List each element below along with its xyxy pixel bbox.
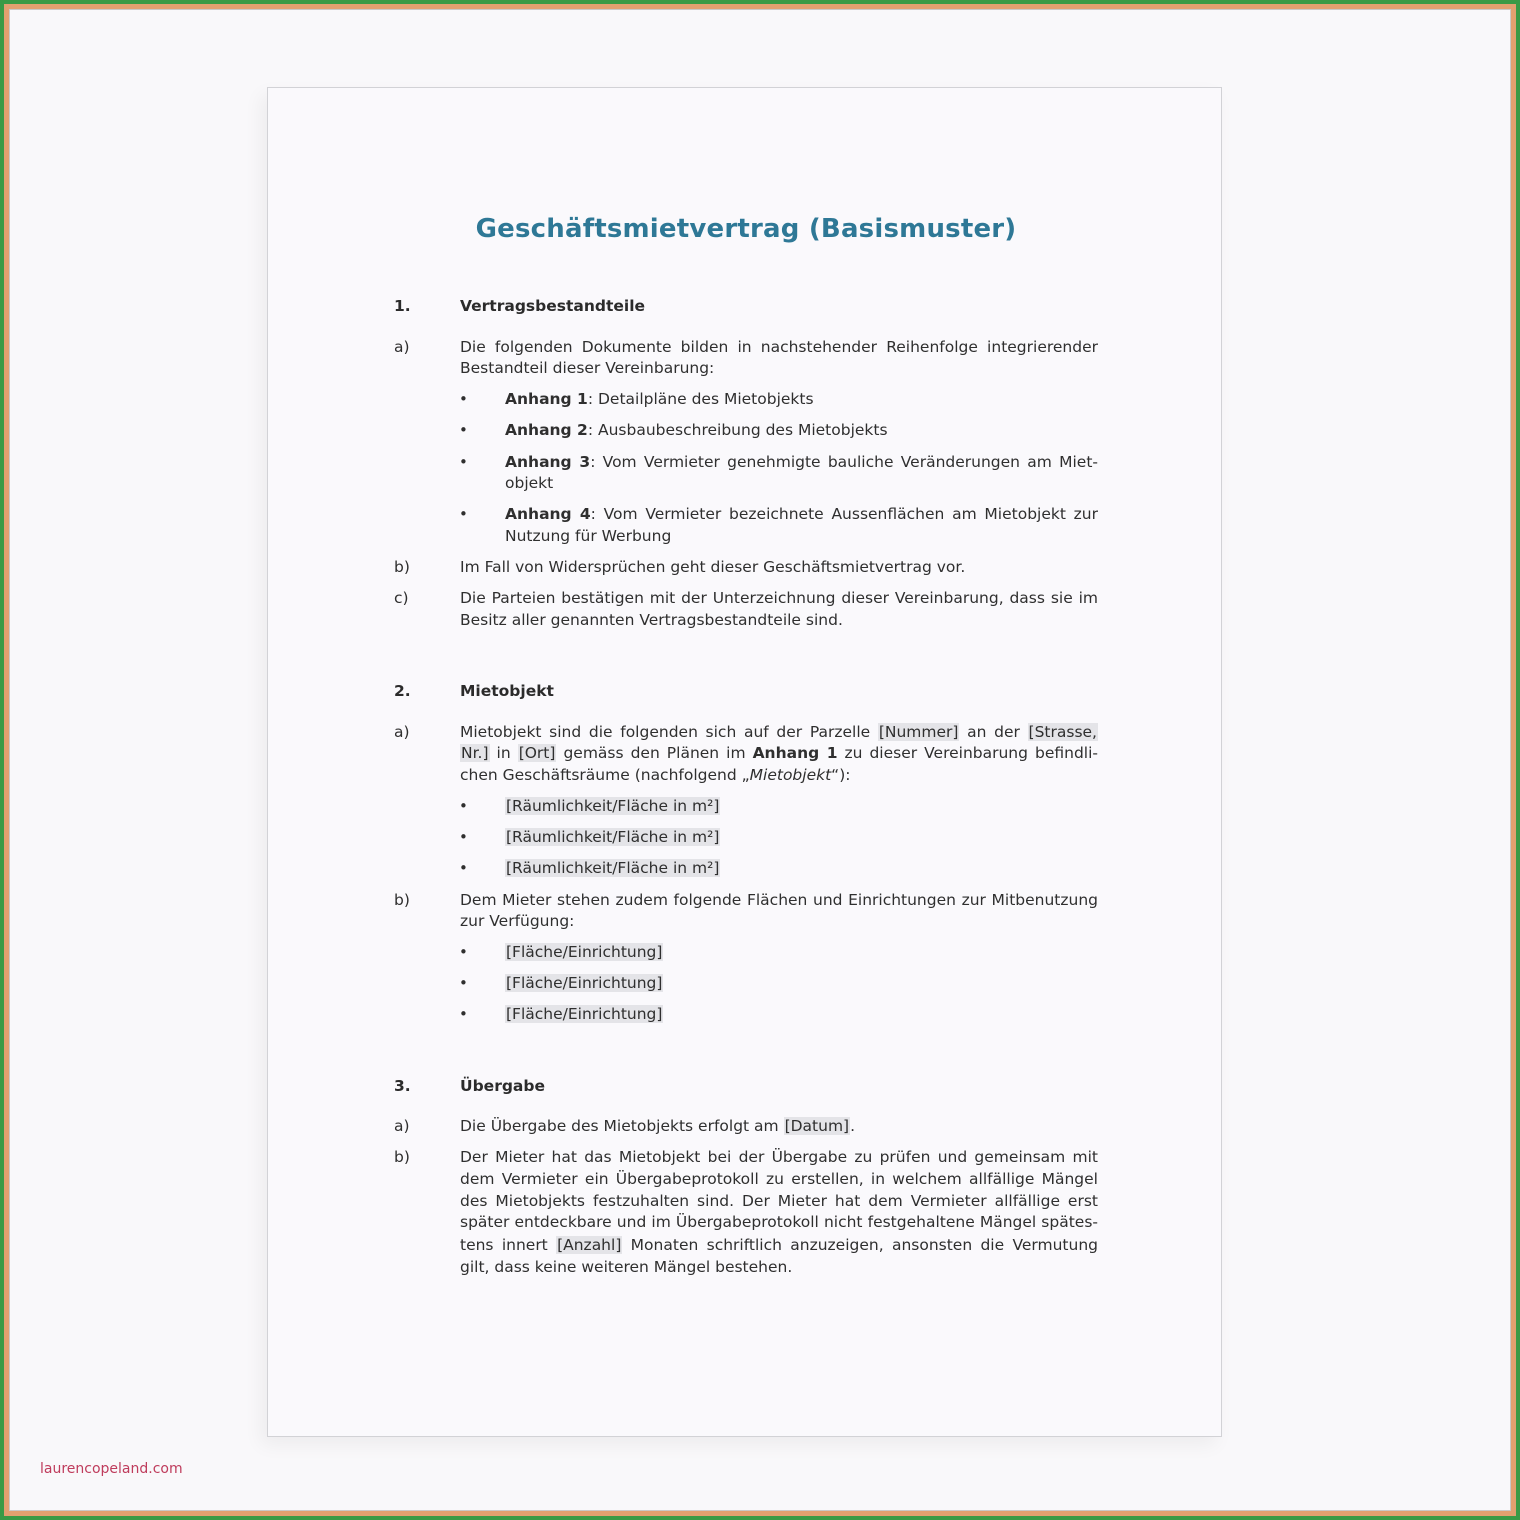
- placeholder-facility: [Fläche/Einrichtung]: [506, 943, 663, 961]
- annex-4-item: [505, 503, 1098, 525]
- annex-3-item: [505, 451, 1098, 473]
- s3-a-text: .: [850, 1117, 856, 1135]
- facility-item: [505, 972, 1098, 994]
- s1-c-label: c): [394, 589, 409, 607]
- placeholder-date: [Datum]: [784, 1117, 850, 1135]
- facility-item: [505, 1003, 1098, 1025]
- bullet-icon: •: [459, 828, 468, 846]
- s2-a-text: in: [489, 744, 518, 762]
- bullet-icon: •: [459, 943, 468, 961]
- bullet-icon: •: [459, 1005, 468, 1023]
- section-3-heading: Übergabe: [460, 1077, 546, 1095]
- annex-3-text-1: : Vom Vermieter genehmigte bauliche Veränderungen am Miet-: [590, 453, 1099, 471]
- bullet-icon: •: [459, 797, 468, 815]
- s3-b-text: tens innert: [460, 1236, 557, 1254]
- s2-a-line-1: [460, 721, 1098, 743]
- annex-2-label: Anhang 2: [505, 421, 588, 439]
- s2-a-text: “):: [831, 766, 851, 784]
- s2-a-line-2: [460, 742, 1098, 764]
- s1-a-label: a): [394, 338, 410, 356]
- placeholder-street-number: Nr.]: [461, 744, 489, 762]
- room-item: [505, 826, 1098, 848]
- s2-a-text: an der: [959, 723, 1028, 741]
- placeholder-room: [Räumlichkeit/Fläche in m²]: [506, 859, 720, 877]
- s3-b-text: Monaten schriftlich anzuzeigen, ansonsten die Vermutung: [622, 1236, 1098, 1254]
- room-item: [505, 857, 1098, 879]
- s3-b-label: b): [394, 1148, 410, 1166]
- section-1-number: 1.: [394, 297, 411, 315]
- annex-2-item: [505, 419, 1098, 441]
- annex-2-text: : Ausbaubeschreibung des Mietobjekts: [587, 421, 888, 439]
- annex-3-label: Anhang 3: [505, 453, 591, 471]
- section-2-heading: Mietobjekt: [460, 682, 554, 700]
- placeholder-street: [Strasse,: [1028, 723, 1097, 741]
- placeholder-facility: [Fläche/Einrichtung]: [506, 974, 663, 992]
- bullet-icon: •: [459, 390, 468, 408]
- placeholder-room: [Räumlichkeit/Fläche in m²]: [506, 797, 720, 815]
- annex-1-reference: Anhang 1: [752, 744, 838, 762]
- section-2-number: 2.: [394, 682, 411, 700]
- annex-4-label: Anhang 4: [505, 505, 591, 523]
- annex-4-text-2: Nutzung für Werbung: [505, 527, 672, 545]
- s1-c-line-2: Besitz aller genannten Vertragsbestandteile sind.: [460, 611, 843, 629]
- s3-b-line-5: [460, 1234, 1098, 1256]
- section-3-number: 3.: [394, 1077, 411, 1095]
- bullet-icon: •: [459, 974, 468, 992]
- document-title: Geschäftsmietvertrag (Basismuster): [475, 214, 1017, 244]
- s1-a-line-2: Bestandteil dieser Vereinbarung:: [460, 359, 715, 377]
- annex-1-label: Anhang 1: [505, 390, 588, 408]
- s2-b-line-2: zur Verfügung:: [460, 912, 575, 930]
- placeholder-place: [Ort]: [518, 744, 556, 762]
- facility-item: [505, 941, 1098, 963]
- annex-3-text-2: objekt: [505, 474, 554, 492]
- s2-b-line-1: Dem Mieter stehen zudem folgende Flächen und Einrichtungen zur Mitbenutzung: [460, 891, 1098, 909]
- bullet-icon: •: [459, 505, 468, 523]
- s1-a-line-1: Die folgenden Dokumente bilden in nachstehender Reihenfolge integrierender: [460, 338, 1098, 356]
- s2-a-line-3: [460, 764, 1098, 786]
- s3-b-line-4: später entdeckbare und im Übergabeprotokoll nicht festgehaltene Mängel spätes-: [460, 1213, 1098, 1231]
- placeholder-facility: [Fläche/Einrichtung]: [506, 1005, 663, 1023]
- s2-a-label: a): [394, 723, 410, 741]
- s3-b-line-3: des Mietobjekts festzuhalten sind. Der Mieter hat dem Vermieter allfällige erst: [460, 1192, 1098, 1210]
- s3-b-line-2: dem Vermieter ein Übergabeprotokoll zu erstellen, in welchem allfällige Mängel: [460, 1170, 1098, 1188]
- s1-c-line-1: Die Parteien bestätigen mit der Unterzeichnung dieser Vereinbarung, dass sie im: [460, 589, 1098, 607]
- placeholder-parcel-number: [Nummer]: [878, 723, 959, 741]
- defined-term: Mietobjekt: [749, 766, 832, 784]
- placeholder-count: [Anzahl]: [557, 1236, 622, 1254]
- annex-1-text: : Detailpläne des Mietobjekts: [587, 390, 814, 408]
- s1-b-label: b): [394, 558, 410, 576]
- s3-b-line-6: gilt, dass keine weiteren Mängel bestehen.: [460, 1258, 793, 1276]
- bullet-icon: •: [459, 421, 468, 439]
- s3-a-text: Die Übergabe des Mietobjekts erfolgt am: [460, 1117, 784, 1135]
- room-item: [505, 795, 1098, 817]
- bullet-icon: •: [459, 859, 468, 877]
- placeholder-room: [Räumlichkeit/Fläche in m²]: [506, 828, 720, 846]
- s3-b-line-1: Der Mieter hat das Mietobjekt bei der Übergabe zu prüfen und gemeinsam mit: [460, 1148, 1098, 1166]
- s2-a-text: chen Geschäftsräume (nachfolgend „: [460, 766, 750, 784]
- annex-4-text-1: : Vom Vermieter bezeichnete Aussenflächen am Mietobjekt zur: [590, 505, 1098, 523]
- watermark: laurencopeland.com: [40, 1461, 183, 1477]
- s2-a-text: gemäss den Plänen im: [556, 744, 753, 762]
- annex-1-item: [505, 388, 1098, 410]
- s3-a-line-1: [460, 1115, 1098, 1137]
- s2-a-text: zu dieser Vereinbarung befindli-: [837, 744, 1098, 762]
- s3-a-label: a): [394, 1117, 410, 1135]
- s2-b-label: b): [394, 891, 410, 909]
- s2-a-text: Mietobjekt sind die folgenden sich auf der Parzelle: [460, 723, 878, 741]
- bullet-icon: •: [459, 453, 468, 471]
- section-1-heading: Vertragsbestandteile: [460, 297, 646, 315]
- s1-b-line-1: Im Fall von Widersprüchen geht dieser Geschäftsmietvertrag vor.: [460, 558, 966, 576]
